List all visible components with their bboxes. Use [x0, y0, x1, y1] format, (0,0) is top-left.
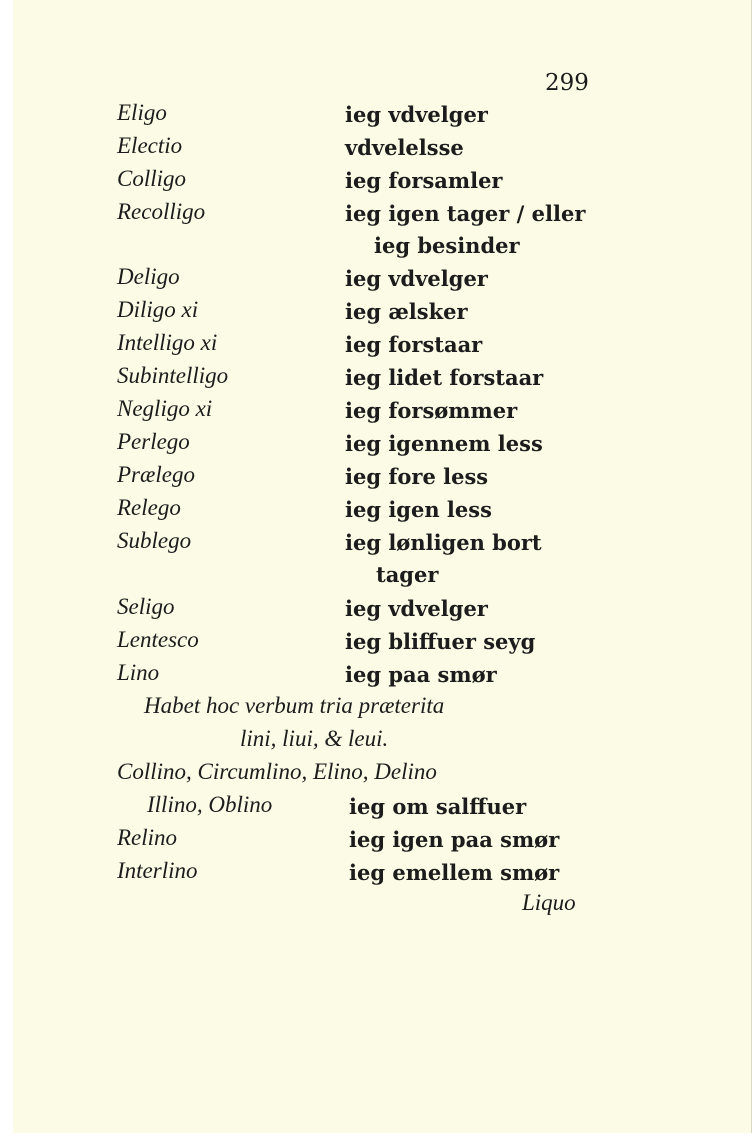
- danish-entry: ieg forstaar: [345, 332, 483, 357]
- danish-entry: vdvelelsse: [345, 135, 464, 160]
- grammar-note: Habet hoc verbum tria præterita: [144, 693, 445, 718]
- page-bottom-margin: [0, 1133, 752, 1140]
- latin-entry: Prælego: [117, 462, 195, 487]
- danish-entry: ieg igen less: [345, 497, 492, 522]
- grammar-note-forms: lini, liui, & leui.: [240, 726, 389, 751]
- danish-entry: ieg fore less: [345, 464, 489, 489]
- danish-entry: ieg igen tager / eller: [345, 201, 586, 226]
- danish-entry: ieg lidet forstaar: [345, 365, 544, 390]
- latin-entry: Subintelligo: [117, 363, 229, 388]
- danish-entry: ieg paa smør: [345, 662, 497, 687]
- latin-entry: Illino, Oblino: [147, 792, 273, 817]
- danish-entry: ieg forsamler: [345, 168, 503, 193]
- danish-entry: ieg bliffuer seyg: [345, 629, 536, 654]
- latin-entry: Seligo: [117, 594, 175, 619]
- latin-entry: Sublego: [117, 528, 192, 553]
- danish-entry: ieg om salffuer: [349, 794, 527, 819]
- latin-entry: Recolligo: [117, 199, 206, 224]
- danish-entry: ieg ælsker: [345, 299, 468, 324]
- latin-entry: Relino: [117, 825, 178, 850]
- danish-entry: ieg vdvelger: [345, 102, 488, 127]
- danish-entry: ieg igen paa smør: [349, 827, 560, 852]
- compounds-list: Collino, Circumlino, Elino, Delino: [117, 759, 437, 784]
- danish-entry: ieg emellem smør: [349, 860, 560, 885]
- danish-entry: ieg lønligen bort: [345, 530, 542, 555]
- latin-entry: Negligo xi: [117, 396, 213, 421]
- danish-continuation: tager: [376, 562, 439, 587]
- danish-entry: ieg igennem less: [345, 431, 543, 456]
- latin-entry: Diligo xi: [117, 297, 199, 322]
- page-number: 299: [545, 70, 589, 96]
- latin-entry: Interlino: [117, 858, 198, 883]
- latin-entry: Perlego: [117, 429, 190, 454]
- latin-entry: Lino: [117, 660, 160, 685]
- latin-entry: Deligo: [117, 264, 180, 289]
- danish-continuation: ieg besinder: [374, 233, 520, 258]
- latin-entry: Intelligo xi: [117, 330, 218, 355]
- latin-entry: Colligo: [117, 166, 187, 191]
- danish-entry: ieg vdvelger: [345, 596, 488, 621]
- danish-entry: ieg vdvelger: [345, 266, 488, 291]
- latin-entry: Electio: [117, 133, 183, 158]
- latin-entry: Lentesco: [117, 627, 199, 652]
- danish-entry: ieg forsømmer: [345, 398, 518, 423]
- latin-entry: Relego: [117, 495, 181, 520]
- latin-entry: Eligo: [117, 100, 167, 125]
- catchword: Liquo: [522, 890, 576, 915]
